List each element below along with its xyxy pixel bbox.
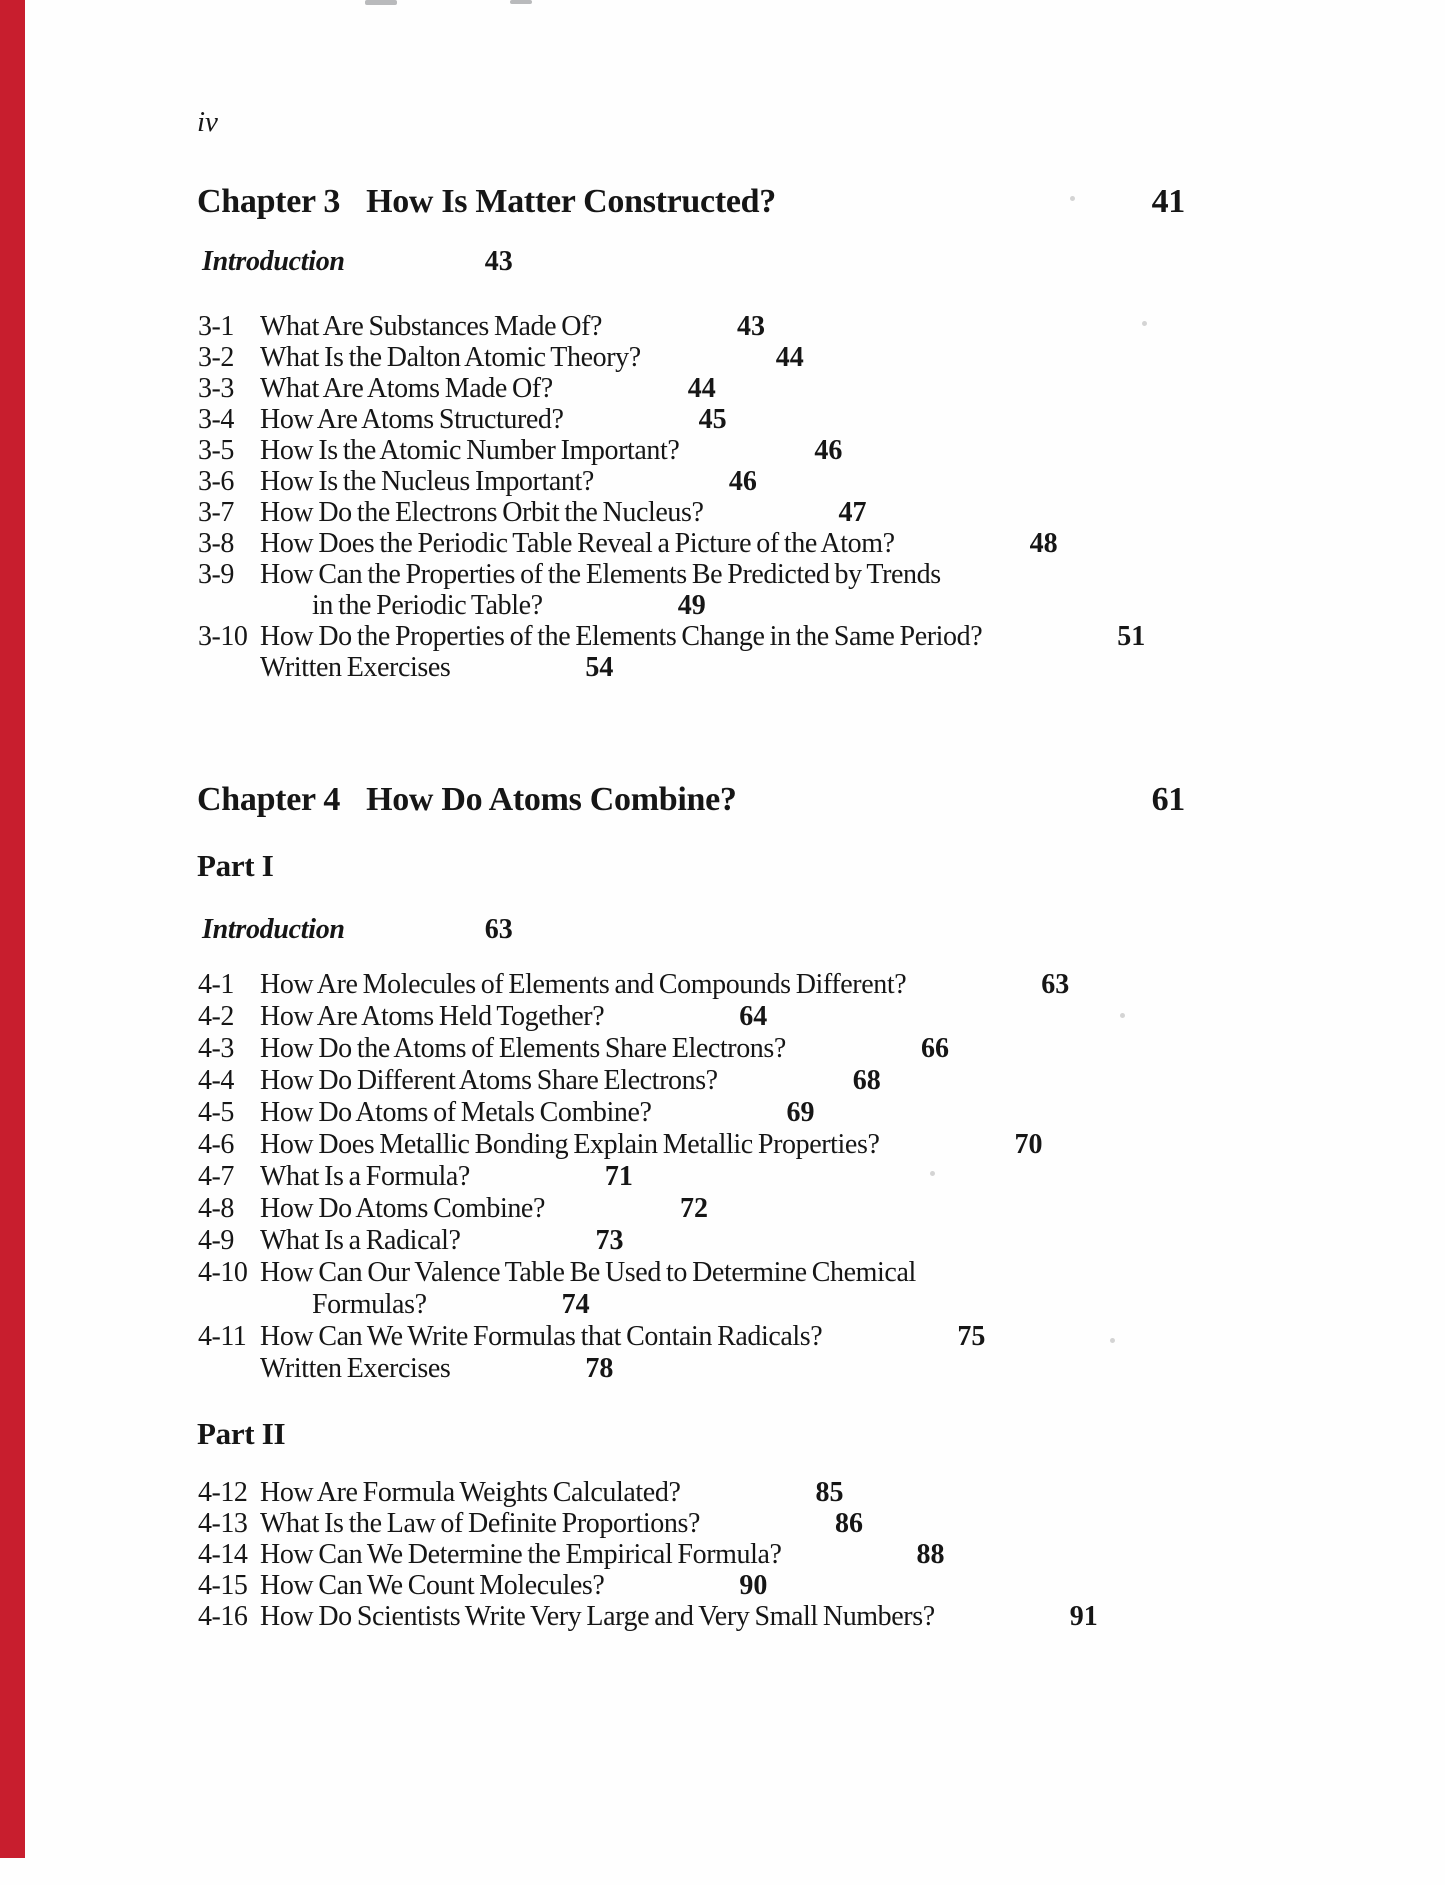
toc-row xyxy=(198,621,1398,652)
section-title: How Are Atoms Held Together? xyxy=(260,1001,605,1032)
introduction-label: Introduction xyxy=(202,914,345,945)
toc-row xyxy=(198,1225,1398,1257)
section-number: 4-7 xyxy=(198,1161,234,1192)
section-title: What Are Atoms Made Of? xyxy=(260,373,553,404)
section-number: 3-8 xyxy=(198,528,234,559)
section-page-number: 90 xyxy=(739,1570,768,1601)
toc-row xyxy=(198,1508,1398,1539)
section-number: 4-4 xyxy=(198,1065,234,1096)
section-title: How Do the Properties of the Elements Change in the Same Period? xyxy=(260,621,983,652)
toc-row xyxy=(198,969,1398,1001)
section-page-number: 45 xyxy=(698,404,727,435)
introduction-page-number: 43 xyxy=(484,246,513,277)
toc-row xyxy=(198,1257,1398,1289)
section-title: How Is the Atomic Number Important? xyxy=(260,435,680,466)
section-page-number: 49 xyxy=(677,590,706,621)
introduction-label: Introduction xyxy=(202,246,345,277)
section-title: How Are Formula Weights Calculated? xyxy=(260,1477,681,1508)
section-title: What Is the Dalton Atomic Theory? xyxy=(260,342,641,373)
section-title: How Can We Count Molecules? xyxy=(260,1570,605,1601)
section-title: What Is a Formula? xyxy=(260,1161,470,1192)
scan-artifact xyxy=(510,0,532,4)
toc-row xyxy=(198,435,1398,466)
section-number: 3-2 xyxy=(198,342,234,373)
section-page-number: 46 xyxy=(728,466,757,497)
section-page-number: 51 xyxy=(1117,621,1146,652)
section-title: Formulas? xyxy=(312,1289,427,1320)
chapter-3-heading xyxy=(197,183,1185,221)
section-page-number: 66 xyxy=(920,1033,949,1064)
toc-row xyxy=(198,497,1398,528)
section-page-number: 54 xyxy=(585,652,614,683)
section-number: 4-8 xyxy=(198,1193,234,1224)
section-title: How Do Atoms of Metals Combine? xyxy=(260,1097,652,1128)
toc-row xyxy=(198,559,1398,590)
section-page-number: 68 xyxy=(852,1065,881,1096)
chapter-label: Chapter 4 xyxy=(197,781,341,818)
section-title: Written Exercises xyxy=(260,652,451,683)
part-2-label: Part II xyxy=(197,1416,286,1451)
toc-row xyxy=(198,404,1398,435)
section-page-number: 64 xyxy=(739,1001,768,1032)
toc-row xyxy=(198,590,1398,621)
toc-row xyxy=(198,1539,1398,1570)
section-page-number: 46 xyxy=(814,435,843,466)
section-title: How Does the Periodic Table Reveal a Picture of the Atom? xyxy=(260,528,895,559)
chapter-3-introduction-row xyxy=(202,246,513,278)
section-title: How Is the Nucleus Important? xyxy=(260,466,594,497)
section-page-number: 44 xyxy=(687,373,716,404)
section-number: 4-6 xyxy=(198,1129,234,1160)
section-page-number: 63 xyxy=(1041,969,1070,1000)
section-page-number: 69 xyxy=(786,1097,815,1128)
section-number: 4-1 xyxy=(198,969,234,1000)
chapter-page-number: 61 xyxy=(1151,781,1185,818)
toc-row xyxy=(198,1570,1398,1601)
section-title: How Can We Write Formulas that Contain Radicals? xyxy=(260,1321,823,1352)
section-page-number: 71 xyxy=(604,1161,633,1192)
section-title: What Is the Law of Definite Proportions? xyxy=(260,1508,700,1539)
section-number: 4-13 xyxy=(198,1508,248,1539)
toc-row xyxy=(198,1033,1398,1065)
section-page-number: 43 xyxy=(737,311,766,342)
toc-row xyxy=(198,342,1398,373)
section-page-number: 86 xyxy=(834,1508,863,1539)
section-title: in the Periodic Table? xyxy=(312,590,543,621)
section-number: 4-9 xyxy=(198,1225,234,1256)
chapter-4-heading xyxy=(197,781,1185,819)
section-title: How Do Different Atoms Share Electrons? xyxy=(260,1065,718,1096)
section-title: How Can We Determine the Empirical Formula? xyxy=(260,1539,782,1570)
section-title: How Can the Properties of the Elements Be Predicted by Trends xyxy=(260,559,941,590)
part-1-section-list xyxy=(198,969,1398,1385)
chapter-label: Chapter 3 xyxy=(197,183,341,220)
section-number: 4-3 xyxy=(198,1033,234,1064)
part-2-section-list xyxy=(198,1477,1398,1632)
section-page-number: 75 xyxy=(957,1321,986,1352)
section-title: Written Exercises xyxy=(260,1353,451,1384)
section-page-number: 78 xyxy=(585,1353,614,1384)
scan-artifact xyxy=(365,0,397,5)
part-1-introduction-row xyxy=(202,914,513,946)
toc-row xyxy=(198,1065,1398,1097)
section-number: 4-10 xyxy=(198,1257,248,1288)
section-number: 4-15 xyxy=(198,1570,248,1601)
section-title: How Do Scientists Write Very Large and Very Small Numbers? xyxy=(260,1601,935,1632)
toc-row xyxy=(198,373,1398,404)
section-title: How Are Atoms Structured? xyxy=(260,404,564,435)
section-title: How Are Molecules of Elements and Compounds Different? xyxy=(260,969,907,1000)
section-title: How Does Metallic Bonding Explain Metallic Properties? xyxy=(260,1129,880,1160)
section-number: 3-6 xyxy=(198,466,234,497)
section-number: 3-1 xyxy=(198,311,234,342)
section-page-number: 44 xyxy=(775,342,804,373)
toc-row xyxy=(198,311,1398,342)
section-title: What Are Substances Made Of? xyxy=(260,311,603,342)
section-page-number: 91 xyxy=(1069,1601,1098,1632)
toc-row xyxy=(198,1161,1398,1193)
section-number: 4-16 xyxy=(198,1601,248,1632)
page-folio: iv xyxy=(197,106,218,138)
toc-row xyxy=(198,1353,1398,1385)
toc-row xyxy=(198,1601,1398,1632)
section-number: 3-9 xyxy=(198,559,234,590)
section-number: 4-11 xyxy=(198,1321,247,1352)
section-page-number: 73 xyxy=(595,1225,624,1256)
section-title: How Do the Electrons Orbit the Nucleus? xyxy=(260,497,704,528)
section-page-number: 48 xyxy=(1029,528,1058,559)
section-page-number: 72 xyxy=(679,1193,708,1224)
toc-row xyxy=(198,528,1398,559)
chapter-title: How Do Atoms Combine? xyxy=(366,781,737,818)
section-number: 3-5 xyxy=(198,435,234,466)
section-page-number: 74 xyxy=(561,1289,590,1320)
section-number: 4-12 xyxy=(198,1477,248,1508)
section-title: How Do Atoms Combine? xyxy=(260,1193,545,1224)
section-number: 3-10 xyxy=(198,621,248,652)
part-1-label: Part I xyxy=(197,848,274,883)
section-page-number: 88 xyxy=(916,1539,945,1570)
section-title: What Is a Radical? xyxy=(260,1225,461,1256)
toc-row xyxy=(198,1321,1398,1353)
section-number: 3-4 xyxy=(198,404,234,435)
section-title: How Do the Atoms of Elements Share Electrons? xyxy=(260,1033,786,1064)
introduction-page-number: 63 xyxy=(484,914,513,945)
section-number: 3-3 xyxy=(198,373,234,404)
toc-row xyxy=(198,1477,1398,1508)
toc-row xyxy=(198,466,1398,497)
section-page-number: 85 xyxy=(815,1477,844,1508)
section-number: 3-7 xyxy=(198,497,234,528)
toc-row xyxy=(198,1193,1398,1225)
chapter-page-number: 41 xyxy=(1151,183,1185,220)
book-binding-red-stripe xyxy=(0,0,25,1858)
toc-row xyxy=(198,1129,1398,1161)
toc-row xyxy=(198,652,1398,683)
section-number: 4-2 xyxy=(198,1001,234,1032)
section-title: How Can Our Valence Table Be Used to Determine Chemical xyxy=(260,1257,916,1288)
chapter-3-section-list xyxy=(198,311,1398,683)
toc-row xyxy=(198,1097,1398,1129)
toc-row xyxy=(198,1001,1398,1033)
section-number: 4-5 xyxy=(198,1097,234,1128)
section-number: 4-14 xyxy=(198,1539,248,1570)
section-page-number: 47 xyxy=(838,497,867,528)
section-page-number: 70 xyxy=(1014,1129,1043,1160)
toc-row xyxy=(198,1289,1398,1321)
chapter-title: How Is Matter Constructed? xyxy=(366,183,776,220)
